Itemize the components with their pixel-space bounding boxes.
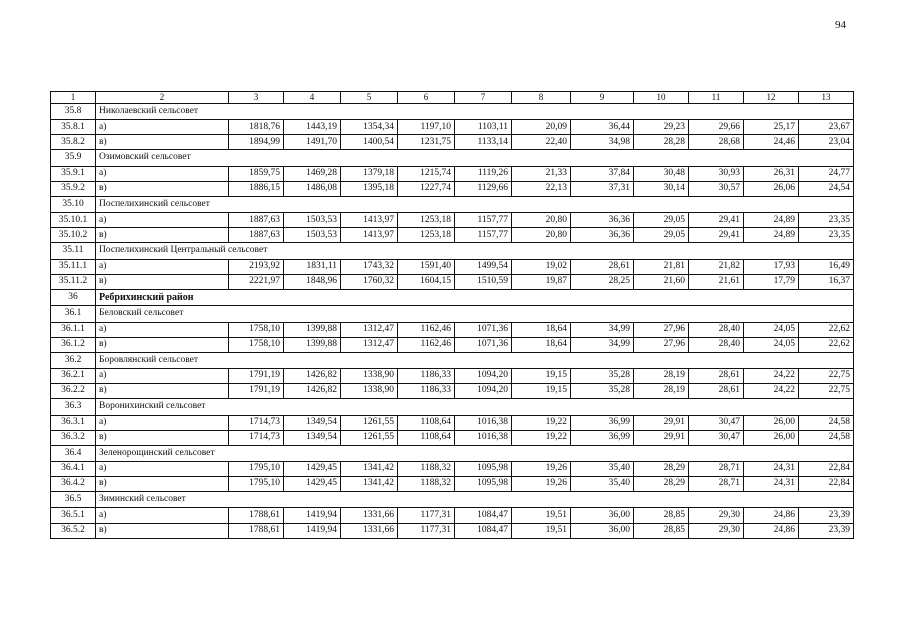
value-cell: 25,17 (744, 120, 799, 135)
row-code: 36.5.2 (51, 523, 96, 538)
value-cell: 22,13 (512, 181, 571, 196)
value-cell: 1354,34 (341, 120, 398, 135)
district-name: Ребрихинский район (96, 289, 854, 305)
section-name: Воронихинский сельсовет (96, 399, 854, 415)
value-cell: 1338,90 (341, 384, 398, 399)
section-code: 35.10 (51, 196, 96, 212)
section-header-row (51, 150, 854, 166)
section-header-row (51, 196, 854, 212)
value-cell: 29,91 (634, 415, 689, 430)
column-number-cell: 13 (799, 92, 854, 104)
value-cell: 1157,77 (455, 213, 512, 228)
value-cell: 1604,15 (398, 274, 455, 289)
value-cell: 1095,98 (455, 461, 512, 476)
table-row (51, 430, 854, 445)
value-cell: 1499,54 (455, 259, 512, 274)
row-label: а) (96, 415, 229, 430)
value-cell: 1016,38 (455, 430, 512, 445)
row-label: а) (96, 322, 229, 337)
value-cell: 30,47 (689, 415, 744, 430)
value-cell: 1413,97 (341, 228, 398, 243)
section-header-row (51, 243, 854, 259)
value-cell: 28,19 (634, 369, 689, 384)
section-name: Беловский сельсовет (96, 306, 854, 322)
value-cell: 19,22 (512, 415, 571, 430)
value-cell: 20,80 (512, 213, 571, 228)
value-cell: 1400,54 (341, 135, 398, 150)
value-cell: 28,71 (689, 461, 744, 476)
row-code: 35.8.1 (51, 120, 96, 135)
section-code: 36.5 (51, 492, 96, 508)
value-cell: 21,61 (689, 274, 744, 289)
value-cell: 19,51 (512, 523, 571, 538)
column-number-cell: 6 (398, 92, 455, 104)
value-cell: 1186,33 (398, 369, 455, 384)
column-number-cell: 3 (229, 92, 284, 104)
section-code: 35.9 (51, 150, 96, 166)
value-cell: 1253,18 (398, 213, 455, 228)
value-cell: 1591,40 (398, 259, 455, 274)
value-cell: 36,36 (571, 213, 634, 228)
value-cell: 23,35 (799, 228, 854, 243)
value-cell: 1503,53 (284, 213, 341, 228)
value-cell: 16,49 (799, 259, 854, 274)
row-code: 35.9.1 (51, 166, 96, 181)
value-cell: 26,31 (744, 166, 799, 181)
value-cell: 28,25 (571, 274, 634, 289)
value-cell: 19,26 (512, 461, 571, 476)
value-cell: 1395,18 (341, 181, 398, 196)
value-cell: 1261,55 (341, 415, 398, 430)
value-cell: 28,29 (634, 461, 689, 476)
value-cell: 19,51 (512, 508, 571, 523)
value-cell: 1108,64 (398, 430, 455, 445)
value-cell: 19,26 (512, 477, 571, 492)
value-cell: 28,29 (634, 477, 689, 492)
value-cell: 1349,54 (284, 430, 341, 445)
row-code: 35.11.2 (51, 274, 96, 289)
row-code: 36.3.1 (51, 415, 96, 430)
value-cell: 1399,88 (284, 337, 341, 352)
value-cell: 1338,90 (341, 369, 398, 384)
value-cell: 28,85 (634, 523, 689, 538)
value-cell: 1094,20 (455, 369, 512, 384)
value-cell: 24,05 (744, 322, 799, 337)
value-cell: 1162,46 (398, 337, 455, 352)
value-cell: 36,00 (571, 523, 634, 538)
table-row (51, 337, 854, 352)
value-cell: 28,61 (689, 369, 744, 384)
section-code: 35.8 (51, 104, 96, 120)
section-code: 35.11 (51, 243, 96, 259)
value-cell: 1095,98 (455, 477, 512, 492)
value-cell: 23,04 (799, 135, 854, 150)
value-cell: 28,19 (634, 384, 689, 399)
row-label: а) (96, 213, 229, 228)
value-cell: 24,86 (744, 523, 799, 538)
value-cell: 28,71 (689, 477, 744, 492)
value-cell: 1162,46 (398, 322, 455, 337)
value-cell: 37,84 (571, 166, 634, 181)
value-cell: 1818,76 (229, 120, 284, 135)
value-cell: 1197,10 (398, 120, 455, 135)
value-cell: 24,46 (744, 135, 799, 150)
table-row (51, 181, 854, 196)
column-number-cell: 7 (455, 92, 512, 104)
value-cell: 24,22 (744, 384, 799, 399)
value-cell: 1331,66 (341, 523, 398, 538)
value-cell: 1071,36 (455, 337, 512, 352)
row-code: 35.11.1 (51, 259, 96, 274)
section-name: Зиминский сельсовет (96, 492, 854, 508)
value-cell: 1714,73 (229, 430, 284, 445)
value-cell: 1129,66 (455, 181, 512, 196)
value-cell: 1253,18 (398, 228, 455, 243)
column-number-cell: 12 (744, 92, 799, 104)
value-cell: 21,81 (634, 259, 689, 274)
value-cell: 24,31 (744, 477, 799, 492)
value-cell: 27,96 (634, 337, 689, 352)
tariff-table (50, 91, 854, 539)
value-cell: 35,40 (571, 477, 634, 492)
value-cell: 1426,82 (284, 369, 341, 384)
value-cell: 1419,94 (284, 523, 341, 538)
row-code: 36.4.2 (51, 477, 96, 492)
section-code: 36.4 (51, 445, 96, 461)
value-cell: 1108,64 (398, 415, 455, 430)
value-cell: 29,05 (634, 228, 689, 243)
value-cell: 23,35 (799, 213, 854, 228)
table-row (51, 135, 854, 150)
value-cell: 20,80 (512, 228, 571, 243)
value-cell: 1331,66 (341, 508, 398, 523)
row-label: в) (96, 384, 229, 399)
value-cell: 1084,47 (455, 523, 512, 538)
value-cell: 1758,10 (229, 322, 284, 337)
value-cell: 28,85 (634, 508, 689, 523)
value-cell: 17,79 (744, 274, 799, 289)
row-label: в) (96, 430, 229, 445)
row-label: в) (96, 477, 229, 492)
value-cell: 28,61 (689, 384, 744, 399)
value-cell: 1791,19 (229, 369, 284, 384)
value-cell: 1312,47 (341, 337, 398, 352)
value-cell: 1426,82 (284, 384, 341, 399)
value-cell: 36,44 (571, 120, 634, 135)
row-code: 36.2.2 (51, 384, 96, 399)
value-cell: 27,96 (634, 322, 689, 337)
value-cell: 30,14 (634, 181, 689, 196)
value-cell: 30,57 (689, 181, 744, 196)
value-cell: 28,40 (689, 322, 744, 337)
value-cell: 23,39 (799, 523, 854, 538)
section-name: Поспелихинский сельсовет (96, 196, 854, 212)
row-label: в) (96, 181, 229, 196)
value-cell: 1486,08 (284, 181, 341, 196)
section-name: Поспелихинский Центральный сельсовет (96, 243, 854, 259)
table-row (51, 228, 854, 243)
value-cell: 26,06 (744, 181, 799, 196)
value-cell: 19,15 (512, 369, 571, 384)
section-name: Николаевский сельсовет (96, 104, 854, 120)
value-cell: 1177,31 (398, 508, 455, 523)
value-cell: 34,99 (571, 337, 634, 352)
value-cell: 28,28 (634, 135, 689, 150)
value-cell: 23,67 (799, 120, 854, 135)
value-cell: 2193,92 (229, 259, 284, 274)
table-row (51, 120, 854, 135)
value-cell: 1795,10 (229, 477, 284, 492)
section-code: 36.3 (51, 399, 96, 415)
value-cell: 21,60 (634, 274, 689, 289)
value-cell: 2221,97 (229, 274, 284, 289)
value-cell: 1157,77 (455, 228, 512, 243)
table-row (51, 508, 854, 523)
value-cell: 22,40 (512, 135, 571, 150)
row-code: 36.4.1 (51, 461, 96, 476)
value-cell: 1186,33 (398, 384, 455, 399)
row-label: в) (96, 523, 229, 538)
table-row (51, 166, 854, 181)
table-row (51, 369, 854, 384)
value-cell: 1443,19 (284, 120, 341, 135)
table-row (51, 259, 854, 274)
value-cell: 23,39 (799, 508, 854, 523)
value-cell: 22,62 (799, 322, 854, 337)
value-cell: 34,99 (571, 322, 634, 337)
value-cell: 20,09 (512, 120, 571, 135)
value-cell: 29,05 (634, 213, 689, 228)
row-code: 35.9.2 (51, 181, 96, 196)
value-cell: 1788,61 (229, 523, 284, 538)
value-cell: 24,31 (744, 461, 799, 476)
value-cell: 1469,28 (284, 166, 341, 181)
value-cell: 19,15 (512, 384, 571, 399)
value-cell: 1312,47 (341, 322, 398, 337)
section-header-row (51, 399, 854, 415)
value-cell: 1071,36 (455, 322, 512, 337)
row-label: а) (96, 120, 229, 135)
row-label: в) (96, 135, 229, 150)
table-body (51, 92, 854, 539)
value-cell: 1103,11 (455, 120, 512, 135)
table-row (51, 461, 854, 476)
value-cell: 1491,70 (284, 135, 341, 150)
value-cell: 29,41 (689, 213, 744, 228)
value-cell: 28,61 (571, 259, 634, 274)
value-cell: 30,93 (689, 166, 744, 181)
row-code: 36.2.1 (51, 369, 96, 384)
table-row (51, 384, 854, 399)
value-cell: 36,36 (571, 228, 634, 243)
value-cell: 1429,45 (284, 477, 341, 492)
column-number-cell: 8 (512, 92, 571, 104)
value-cell: 22,62 (799, 337, 854, 352)
value-cell: 18,64 (512, 337, 571, 352)
section-header-row (51, 492, 854, 508)
value-cell: 1084,47 (455, 508, 512, 523)
value-cell: 1227,74 (398, 181, 455, 196)
row-label: а) (96, 166, 229, 181)
row-code: 36.1.2 (51, 337, 96, 352)
column-number-cell: 1 (51, 92, 96, 104)
value-cell: 1760,32 (341, 274, 398, 289)
row-label: а) (96, 508, 229, 523)
table-row (51, 477, 854, 492)
table-row (51, 322, 854, 337)
row-code: 35.10.2 (51, 228, 96, 243)
value-cell: 35,28 (571, 369, 634, 384)
value-cell: 19,02 (512, 259, 571, 274)
value-cell: 1119,26 (455, 166, 512, 181)
value-cell: 37,31 (571, 181, 634, 196)
value-cell: 21,82 (689, 259, 744, 274)
value-cell: 26,00 (744, 415, 799, 430)
value-cell: 1133,14 (455, 135, 512, 150)
value-cell: 1094,20 (455, 384, 512, 399)
value-cell: 24,05 (744, 337, 799, 352)
section-name: Зеленорощинский сельсовет (96, 445, 854, 461)
value-cell: 29,30 (689, 508, 744, 523)
value-cell: 1848,96 (284, 274, 341, 289)
table-row (51, 523, 854, 538)
value-cell: 28,68 (689, 135, 744, 150)
value-cell: 1177,31 (398, 523, 455, 538)
section-code: 36.2 (51, 352, 96, 368)
value-cell: 29,30 (689, 523, 744, 538)
value-cell: 28,40 (689, 337, 744, 352)
column-number-cell: 11 (689, 92, 744, 104)
value-cell: 22,84 (799, 477, 854, 492)
value-cell: 22,75 (799, 369, 854, 384)
value-cell: 24,77 (799, 166, 854, 181)
column-number-cell: 2 (96, 92, 229, 104)
value-cell: 1510,59 (455, 274, 512, 289)
value-cell: 1758,10 (229, 337, 284, 352)
value-cell: 1349,54 (284, 415, 341, 430)
value-cell: 35,40 (571, 461, 634, 476)
value-cell: 1261,55 (341, 430, 398, 445)
section-header-row (51, 445, 854, 461)
value-cell: 34,98 (571, 135, 634, 150)
value-cell: 24,22 (744, 369, 799, 384)
column-number-cell: 10 (634, 92, 689, 104)
value-cell: 1429,45 (284, 461, 341, 476)
value-cell: 36,00 (571, 508, 634, 523)
value-cell: 1831,11 (284, 259, 341, 274)
value-cell: 1215,74 (398, 166, 455, 181)
value-cell: 29,41 (689, 228, 744, 243)
column-numbers-row (51, 92, 854, 104)
value-cell: 19,22 (512, 430, 571, 445)
value-cell: 24,89 (744, 228, 799, 243)
value-cell: 29,91 (634, 430, 689, 445)
value-cell: 19,87 (512, 274, 571, 289)
value-cell: 1795,10 (229, 461, 284, 476)
value-cell: 1887,63 (229, 228, 284, 243)
value-cell: 16,37 (799, 274, 854, 289)
row-label: в) (96, 337, 229, 352)
value-cell: 1714,73 (229, 415, 284, 430)
value-cell: 22,75 (799, 384, 854, 399)
value-cell: 1894,99 (229, 135, 284, 150)
value-cell: 21,33 (512, 166, 571, 181)
value-cell: 35,28 (571, 384, 634, 399)
value-cell: 1413,97 (341, 213, 398, 228)
row-code: 36.5.1 (51, 508, 96, 523)
value-cell: 1859,75 (229, 166, 284, 181)
column-number-cell: 5 (341, 92, 398, 104)
value-cell: 1379,18 (341, 166, 398, 181)
value-cell: 1016,38 (455, 415, 512, 430)
value-cell: 29,66 (689, 120, 744, 135)
value-cell: 30,47 (689, 430, 744, 445)
row-label: а) (96, 461, 229, 476)
value-cell: 36,99 (571, 415, 634, 430)
value-cell: 36,99 (571, 430, 634, 445)
section-name: Боровлянский сельсовет (96, 352, 854, 368)
value-cell: 1887,63 (229, 213, 284, 228)
value-cell: 30,48 (634, 166, 689, 181)
value-cell: 24,58 (799, 430, 854, 445)
row-label: в) (96, 274, 229, 289)
section-name: Озимовский сельсовет (96, 150, 854, 166)
value-cell: 1188,32 (398, 461, 455, 476)
value-cell: 24,89 (744, 213, 799, 228)
value-cell: 1341,42 (341, 461, 398, 476)
column-number-cell: 9 (571, 92, 634, 104)
value-cell: 1503,53 (284, 228, 341, 243)
value-cell: 1188,32 (398, 477, 455, 492)
section-header-row (51, 104, 854, 120)
page-number: 94 (835, 19, 846, 31)
section-code: 36.1 (51, 306, 96, 322)
row-label: в) (96, 228, 229, 243)
district-header-row (51, 289, 854, 305)
row-label: а) (96, 259, 229, 274)
value-cell: 18,64 (512, 322, 571, 337)
value-cell: 1788,61 (229, 508, 284, 523)
value-cell: 22,84 (799, 461, 854, 476)
row-code: 36.3.2 (51, 430, 96, 445)
value-cell: 26,00 (744, 430, 799, 445)
value-cell: 24,58 (799, 415, 854, 430)
table-row (51, 274, 854, 289)
value-cell: 24,86 (744, 508, 799, 523)
value-cell: 1399,88 (284, 322, 341, 337)
value-cell: 1341,42 (341, 477, 398, 492)
section-header-row (51, 352, 854, 368)
value-cell: 1419,94 (284, 508, 341, 523)
row-code: 35.10.1 (51, 213, 96, 228)
value-cell: 1886,15 (229, 181, 284, 196)
table-row (51, 415, 854, 430)
table-row (51, 213, 854, 228)
row-code: 35.8.2 (51, 135, 96, 150)
column-number-cell: 4 (284, 92, 341, 104)
value-cell: 1791,19 (229, 384, 284, 399)
row-code: 36.1.1 (51, 322, 96, 337)
section-code: 36 (51, 289, 96, 305)
value-cell: 1231,75 (398, 135, 455, 150)
section-header-row (51, 306, 854, 322)
row-label: а) (96, 369, 229, 384)
value-cell: 24,54 (799, 181, 854, 196)
value-cell: 29,23 (634, 120, 689, 135)
value-cell: 1743,32 (341, 259, 398, 274)
value-cell: 17,93 (744, 259, 799, 274)
